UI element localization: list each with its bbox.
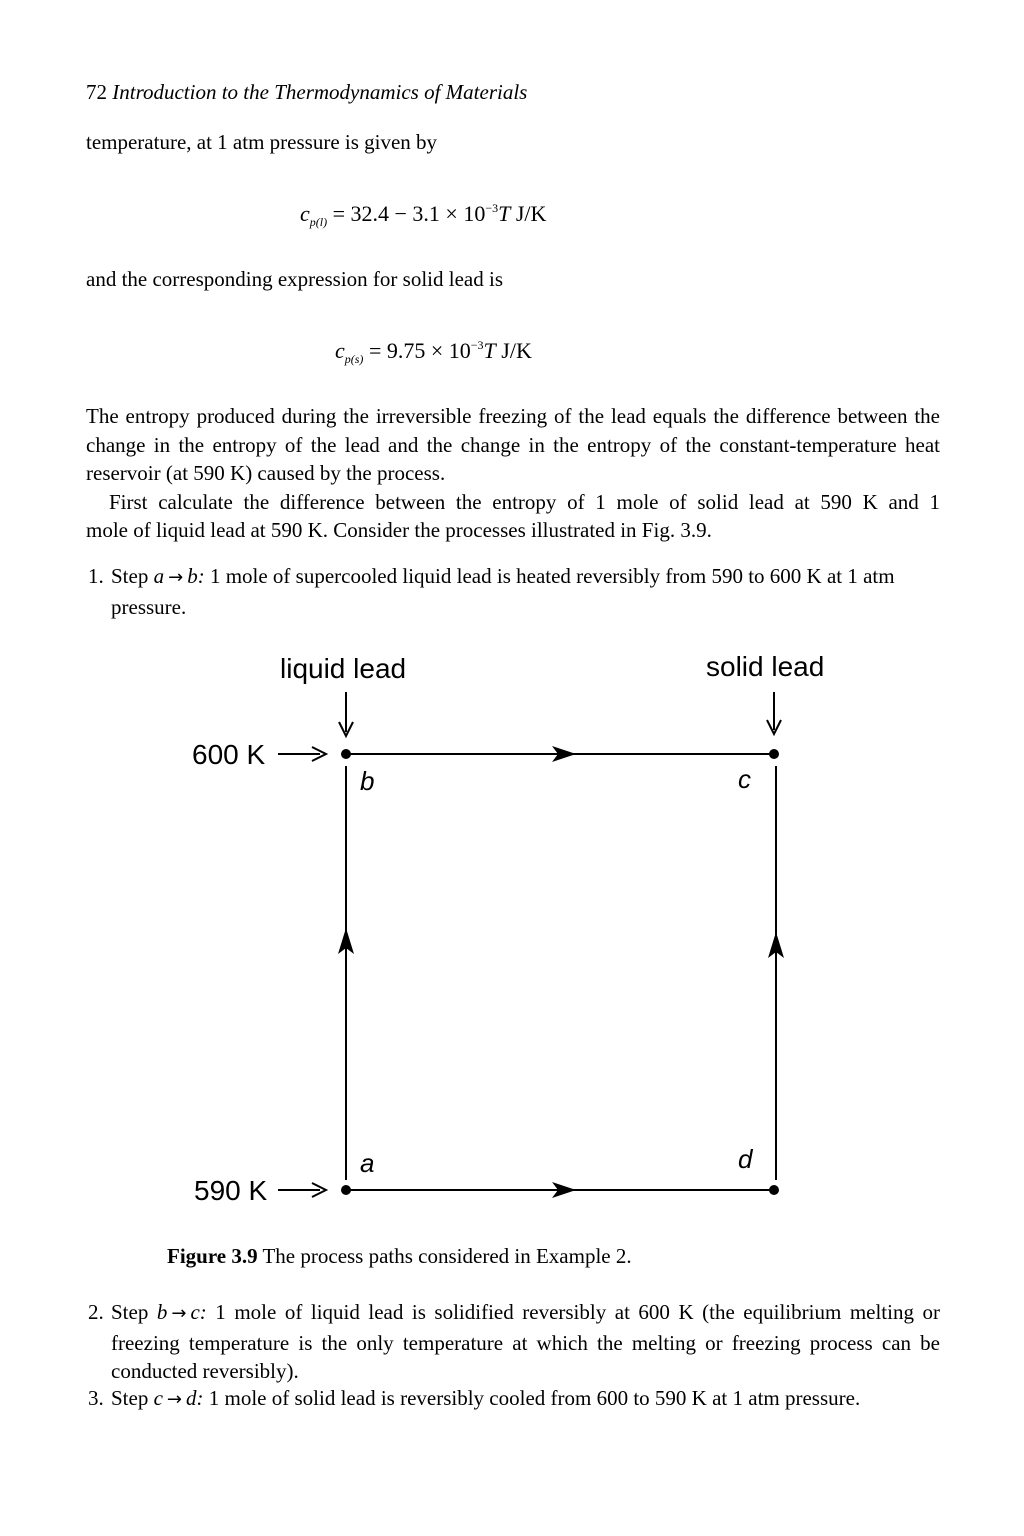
eq-solid-rhs: = 9.75 × 10 (368, 338, 471, 363)
step-prefix: Step (111, 564, 154, 588)
eq-liquid-subscript: p(l) (309, 215, 328, 229)
step-text: 1 mole of solid lead is reversibly cooled from 600 to 590 K at 1 atm pressure. (203, 1386, 861, 1410)
step-to: b: (187, 564, 205, 588)
eq-liquid-lhs: c (300, 201, 310, 226)
eq-liquid-variable: T (498, 201, 511, 226)
eq-solid-variable: T (483, 338, 496, 363)
point-d-dot (769, 1185, 779, 1195)
figure-3-9 (180, 640, 860, 1220)
step-number: 1. (88, 564, 104, 588)
step-item-3 (86, 1384, 940, 1415)
eq-solid-exponent: −3 (470, 338, 484, 352)
paragraph-first-calculate-line1: First calculate the difference between the entropy of 1 mole of solid lead at 590 K and 1 (109, 490, 940, 514)
eq-solid-unit: J/K (495, 338, 532, 363)
label-point-b: b (360, 766, 375, 796)
eq-solid-subscript: p(s) (344, 352, 364, 366)
step-to: d: (186, 1386, 204, 1410)
step-from: c (153, 1386, 163, 1410)
label-590k: 590 K (194, 1175, 268, 1206)
label-solid-lead: solid lead (706, 651, 825, 682)
paragraph-first-calculate-line2: mole of liquid lead at 590 K. Consider the processes illustrated in Fig. 3.9. (86, 518, 712, 542)
step-item-1 (86, 562, 940, 621)
eq-liquid-exponent: −3 (485, 201, 499, 215)
step-prefix: Step (111, 1300, 157, 1324)
step-number: 3. (88, 1386, 104, 1410)
running-header (86, 78, 527, 106)
eq-liquid-rhs: = 32.4 − 3.1 × 10 (332, 201, 486, 226)
label-point-a: a (360, 1148, 375, 1178)
equation-solid-heat-capacity (335, 330, 532, 374)
point-b-dot (341, 749, 351, 759)
eq-liquid-unit: J/K (510, 201, 547, 226)
book-title: Introduction to the Thermodynamics of Materials (112, 80, 528, 104)
equation-liquid-heat-capacity (300, 193, 546, 237)
step-arrow: → (171, 1303, 187, 1324)
figure-caption (167, 1242, 632, 1270)
step-to: c: (190, 1300, 207, 1324)
intro-text: temperature, at 1 atm pressure is given by (86, 130, 438, 154)
label-point-d: d (738, 1144, 753, 1174)
figure-caption-label: Figure 3.9 (167, 1244, 258, 1268)
solid-intro-text: and the corresponding expression for solid lead is (86, 267, 503, 291)
process-path-diagram (180, 640, 860, 1220)
step-from: a (153, 564, 165, 588)
paragraph-entropy: The entropy produced during the irreversible freezing of the lead equals the difference between the change in the entropy of the lead and the change in the entropy of the constant-temperature heat reservoir (at 590 K) caused by the process. (86, 404, 940, 485)
step-text: 1 mole of liquid lead is solidified reversibly at 600 K (the equilibrium melting or freezing temperature is the only temperature at which the melting or freezing process can be conducted reversibly). (111, 1300, 940, 1383)
eq-solid-lhs: c (335, 338, 345, 363)
step-arrow: → (168, 567, 184, 588)
label-600k: 600 K (192, 739, 266, 770)
label-liquid-lead: liquid lead (280, 653, 407, 684)
step-number: 2. (88, 1300, 104, 1324)
page-number: 72 (86, 80, 107, 104)
step-text: 1 mole of supercooled liquid lead is heated reversibly from 590 to 600 K at 1 atm pressure. (111, 564, 895, 619)
label-point-c: c (738, 764, 751, 794)
point-a-dot (341, 1185, 351, 1195)
step-arrow: → (166, 1389, 183, 1410)
step-item-2 (86, 1298, 940, 1386)
step-prefix: Step (111, 1386, 154, 1410)
figure-caption-text: The process paths considered in Example 2. (257, 1244, 632, 1268)
step-from: b (156, 1300, 168, 1324)
point-c-dot (769, 749, 779, 759)
